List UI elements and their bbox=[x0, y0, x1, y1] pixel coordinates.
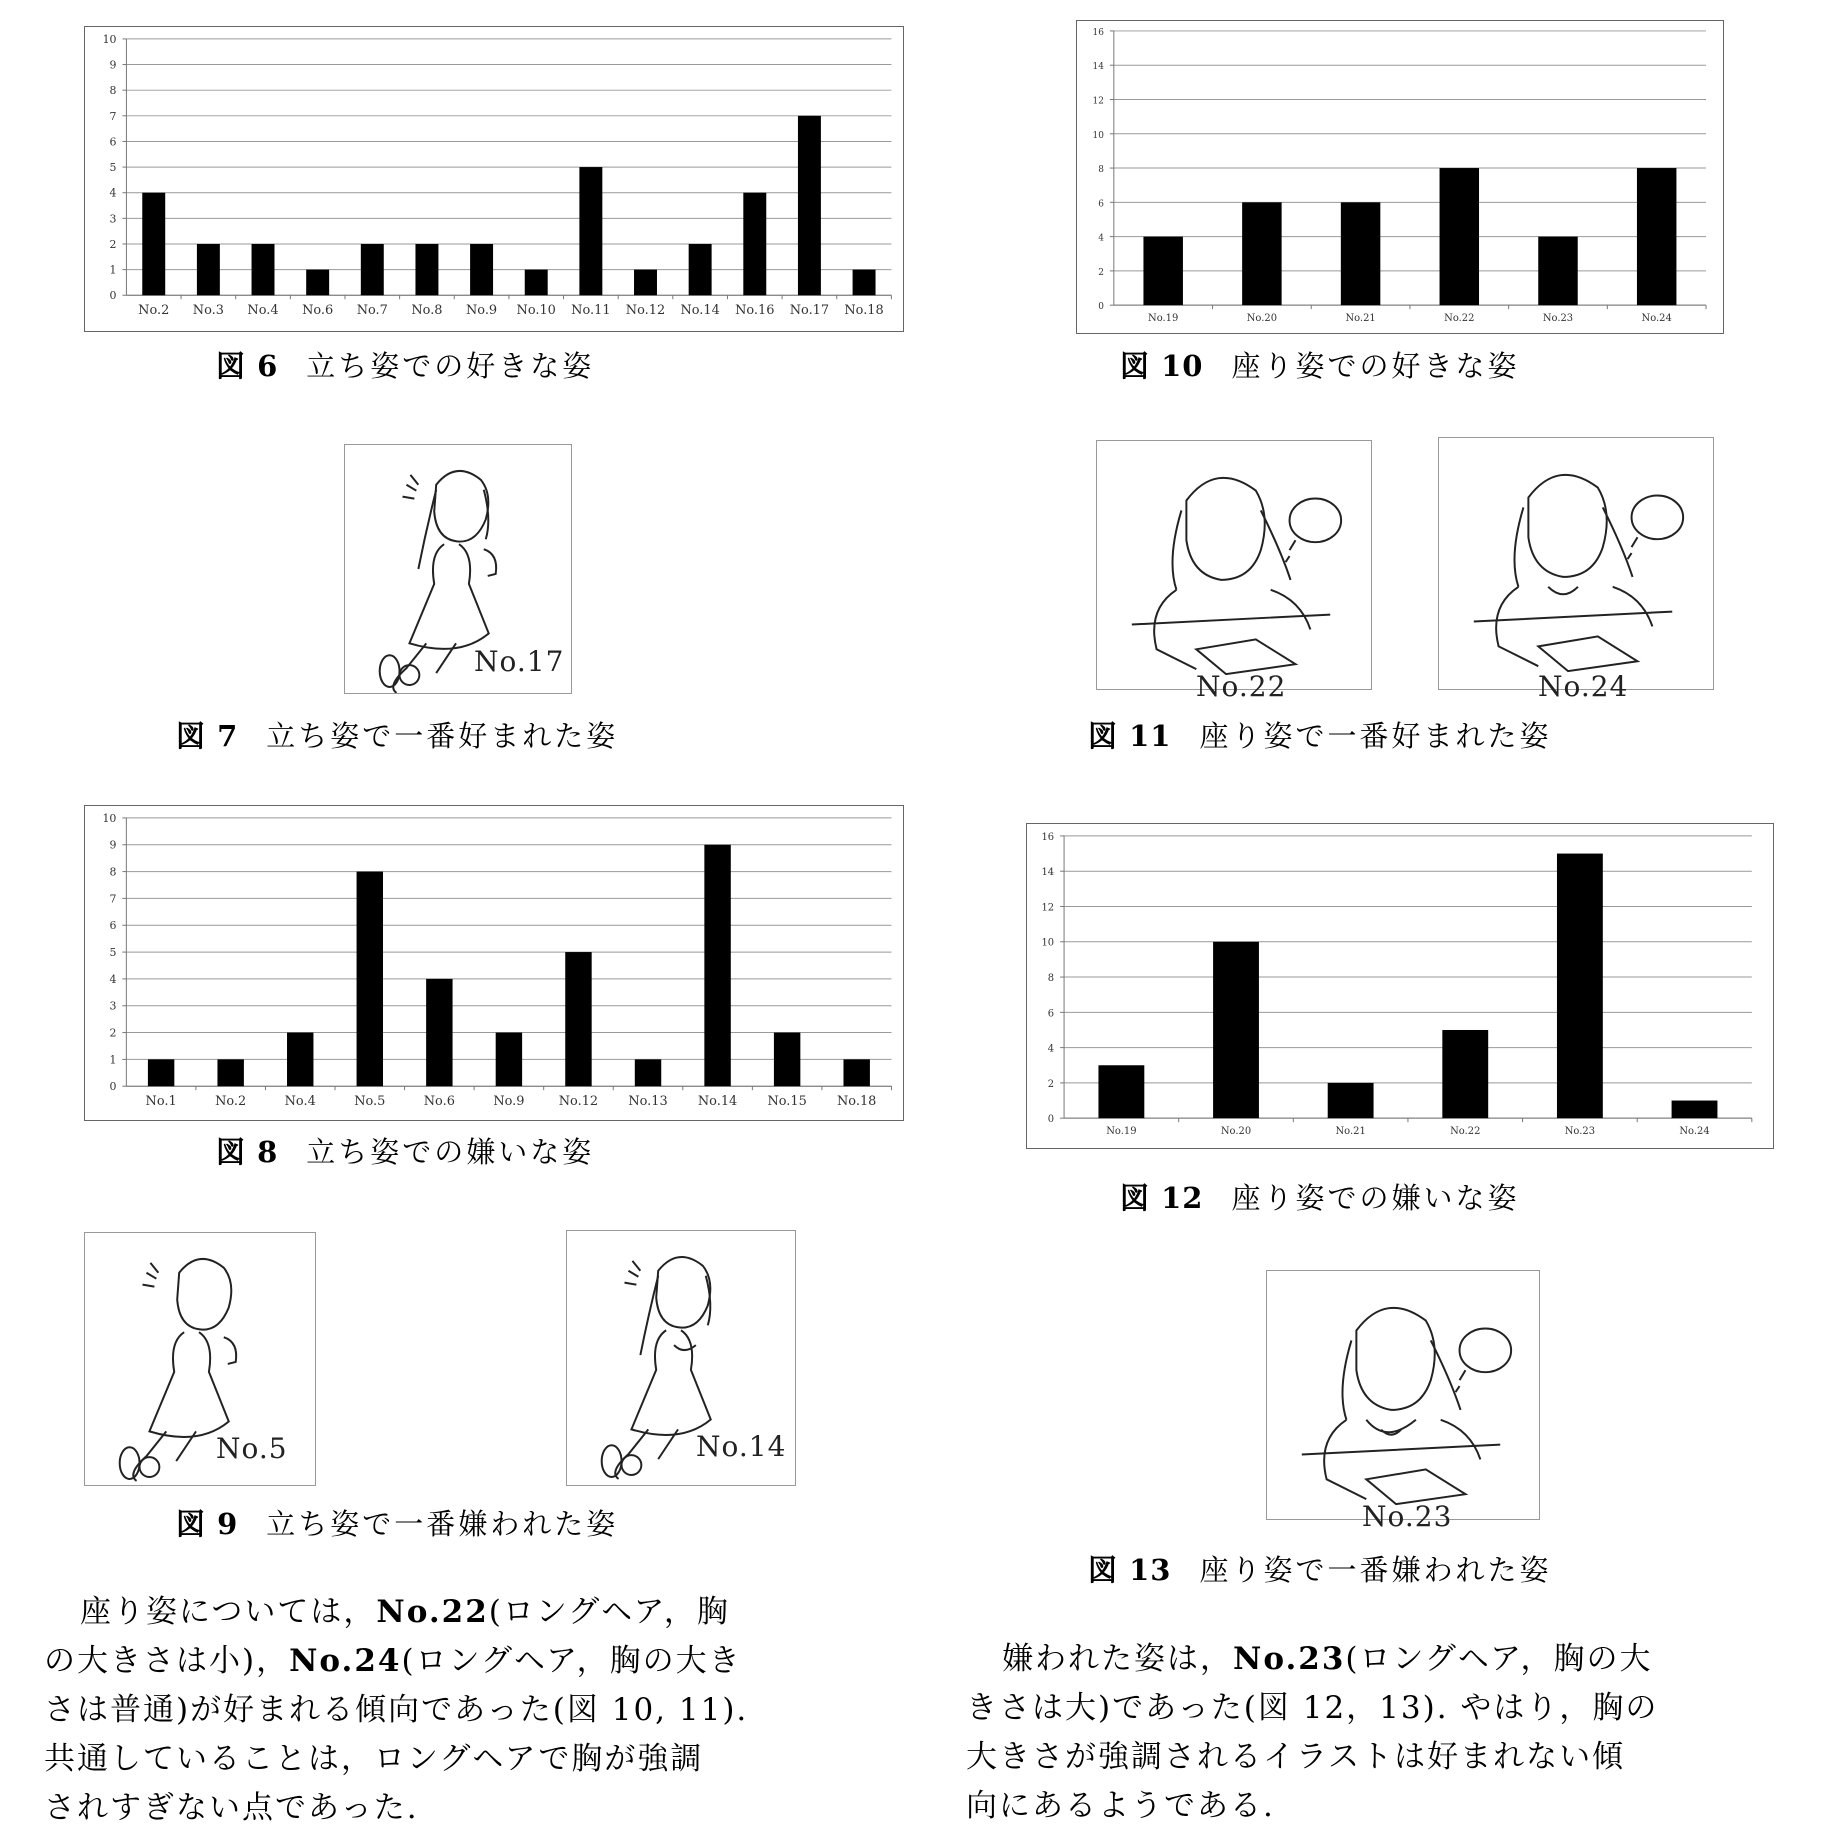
x-tick-label: No.22 bbox=[1444, 313, 1475, 325]
left-paragraph bbox=[44, 1588, 894, 1833]
x-tick-label: No.6 bbox=[423, 1094, 455, 1110]
figure-11-illustration-a bbox=[1096, 440, 1372, 690]
x-tick-label: No.4 bbox=[284, 1094, 316, 1110]
right-line-3: 大きさが強調されるイラストは好まれない傾 bbox=[966, 1739, 1626, 1775]
figure-8-number: 図 8 bbox=[216, 1135, 279, 1169]
bar bbox=[470, 244, 493, 295]
figure-7-title: 立ち姿で一番好まれた姿 bbox=[266, 719, 619, 753]
y-tick-label: 3 bbox=[109, 999, 117, 1013]
figure-7-number: 図 7 bbox=[176, 719, 239, 753]
x-tick-label: No.4 bbox=[247, 303, 279, 319]
x-tick-label: No.6 bbox=[302, 303, 334, 319]
y-tick-label: 8 bbox=[109, 865, 117, 879]
y-tick-label: 14 bbox=[1092, 62, 1104, 73]
y-tick-label: 8 bbox=[1047, 973, 1055, 985]
bar bbox=[1242, 202, 1281, 305]
bar bbox=[525, 270, 548, 296]
x-tick-label: No.21 bbox=[1335, 1126, 1366, 1138]
x-tick-label: No.9 bbox=[466, 303, 498, 319]
x-tick-label: No.9 bbox=[493, 1094, 525, 1110]
x-tick-label: No.10 bbox=[516, 303, 556, 319]
figure-10-caption bbox=[1120, 344, 1519, 385]
y-tick-label: 5 bbox=[109, 161, 117, 175]
figure-8-svg bbox=[85, 806, 903, 1120]
figure-6-chart bbox=[84, 26, 904, 332]
figure-8-title: 立ち姿での嫌いな姿 bbox=[306, 1135, 595, 1169]
y-tick-label: 9 bbox=[109, 838, 117, 852]
figure-11-caption bbox=[1088, 714, 1551, 755]
figure-13-illustration bbox=[1266, 1270, 1540, 1520]
y-tick-label: 0 bbox=[109, 289, 117, 303]
bar bbox=[579, 167, 602, 295]
y-tick-label: 7 bbox=[109, 892, 117, 906]
bar bbox=[197, 244, 220, 295]
y-tick-label: 10 bbox=[1092, 130, 1104, 141]
y-tick-label: 2 bbox=[1047, 1078, 1055, 1090]
left-line-1-b: No.22 bbox=[376, 1594, 489, 1630]
bar bbox=[843, 1059, 869, 1086]
bar bbox=[853, 270, 876, 296]
bar bbox=[1538, 237, 1577, 306]
figure-13-number: 図 13 bbox=[1088, 1553, 1172, 1587]
bar bbox=[361, 244, 384, 295]
bar bbox=[1098, 1065, 1144, 1118]
y-tick-label: 3 bbox=[109, 212, 117, 226]
figure-11-label-a: No.22 bbox=[1196, 670, 1287, 703]
y-tick-label: 6 bbox=[109, 135, 117, 149]
x-tick-label: No.18 bbox=[844, 303, 884, 319]
y-tick-label: 1 bbox=[109, 263, 117, 277]
x-tick-label: No.14 bbox=[680, 303, 720, 319]
x-tick-label: No.22 bbox=[1450, 1126, 1481, 1138]
bar bbox=[774, 1033, 800, 1087]
bar bbox=[798, 116, 821, 295]
figure-6-title: 立ち姿での好きな姿 bbox=[306, 349, 595, 383]
bar bbox=[565, 952, 591, 1086]
bar bbox=[1328, 1083, 1374, 1118]
figure-10-svg bbox=[1077, 21, 1723, 333]
x-tick-label: No.8 bbox=[411, 303, 443, 319]
left-line-2-b: No.24 bbox=[289, 1643, 402, 1679]
x-tick-label: No.20 bbox=[1246, 313, 1278, 325]
figure-9-number: 図 9 bbox=[176, 1507, 239, 1541]
x-tick-label: No.17 bbox=[789, 303, 830, 319]
figure-10-chart bbox=[1076, 20, 1724, 334]
figure-13-title: 座り姿で一番嫌われた姿 bbox=[1199, 1553, 1552, 1587]
y-tick-label: 12 bbox=[1092, 96, 1104, 107]
y-tick-label: 16 bbox=[1092, 27, 1104, 38]
bar bbox=[1440, 168, 1479, 305]
bar bbox=[415, 244, 438, 295]
x-tick-label: No.24 bbox=[1641, 313, 1672, 325]
right-line-1-b: No.23 bbox=[1233, 1641, 1346, 1677]
sitting-girl-drawing bbox=[1439, 438, 1713, 689]
figure-7-caption bbox=[176, 714, 618, 755]
y-tick-label: 0 bbox=[1098, 302, 1104, 313]
figure-11-label-b: No.24 bbox=[1538, 670, 1629, 703]
bar bbox=[496, 1033, 522, 1087]
bar bbox=[1341, 202, 1380, 305]
figure-12-chart bbox=[1026, 823, 1774, 1149]
x-tick-label: No.15 bbox=[767, 1094, 807, 1110]
bar bbox=[426, 979, 452, 1086]
bar bbox=[1442, 1030, 1488, 1118]
y-tick-label: 8 bbox=[1098, 165, 1104, 176]
bar bbox=[252, 244, 275, 295]
left-line-2 bbox=[44, 1637, 894, 1686]
right-line-1-c: (ロングヘア，胸の大 bbox=[1345, 1641, 1653, 1677]
figure-6-svg bbox=[85, 27, 903, 331]
x-tick-label: No.19 bbox=[1148, 313, 1179, 325]
left-line-1-a: 座り姿については， bbox=[80, 1594, 377, 1630]
x-tick-label: No.12 bbox=[558, 1094, 599, 1110]
figure-11-number: 図 11 bbox=[1088, 719, 1172, 753]
y-tick-label: 12 bbox=[1041, 902, 1055, 914]
bar bbox=[1213, 942, 1259, 1118]
figure-12-title: 座り姿での嫌いな姿 bbox=[1231, 1181, 1520, 1215]
x-tick-label: No.16 bbox=[735, 303, 775, 319]
figure-6-caption bbox=[216, 344, 594, 385]
y-tick-label: 4 bbox=[109, 972, 117, 986]
x-tick-label: No.20 bbox=[1220, 1126, 1252, 1138]
y-tick-label: 0 bbox=[1047, 1114, 1055, 1126]
x-tick-label: No.1 bbox=[145, 1094, 177, 1110]
bar bbox=[217, 1059, 243, 1086]
figure-7-label: No.17 bbox=[474, 645, 565, 678]
x-tick-label: No.5 bbox=[354, 1094, 386, 1110]
figure-8-chart bbox=[84, 805, 904, 1121]
bar bbox=[148, 1059, 174, 1086]
figure-8-caption bbox=[216, 1130, 594, 1171]
left-line-5: されすぎない点であった. bbox=[44, 1790, 419, 1826]
right-line-4: 向にあるようである. bbox=[966, 1788, 1275, 1824]
x-tick-label: No.23 bbox=[1564, 1126, 1596, 1138]
x-tick-label: No.24 bbox=[1679, 1126, 1710, 1138]
bar bbox=[287, 1033, 313, 1087]
figure-10-number: 図 10 bbox=[1120, 349, 1204, 383]
figure-9-caption bbox=[176, 1502, 618, 1543]
figure-11-title: 座り姿で一番好まれた姿 bbox=[1199, 719, 1552, 753]
left-line-4: 共通していることは，ロングヘアで胸が強調 bbox=[44, 1741, 704, 1777]
bar bbox=[1557, 854, 1603, 1119]
y-tick-label: 6 bbox=[109, 919, 117, 933]
y-tick-label: 4 bbox=[109, 186, 117, 200]
y-tick-label: 16 bbox=[1041, 831, 1055, 843]
right-paragraph bbox=[966, 1635, 1796, 1831]
bar bbox=[704, 845, 730, 1086]
x-tick-label: No.2 bbox=[138, 303, 170, 319]
x-tick-label: No.11 bbox=[571, 303, 611, 319]
figure-12-caption bbox=[1120, 1176, 1519, 1217]
x-tick-label: No.21 bbox=[1345, 313, 1376, 325]
bar bbox=[634, 270, 657, 296]
y-tick-label: 4 bbox=[1047, 1043, 1055, 1055]
y-tick-label: 1 bbox=[109, 1053, 117, 1067]
y-tick-label: 10 bbox=[102, 811, 117, 825]
left-line-2-c: (ロングヘア，胸の大き bbox=[401, 1643, 742, 1679]
left-line-2-a: の大きさは小)， bbox=[44, 1643, 290, 1679]
y-tick-label: 0 bbox=[109, 1080, 117, 1094]
y-tick-label: 4 bbox=[1098, 233, 1104, 244]
sitting-girl-drawing bbox=[1267, 1271, 1539, 1519]
y-tick-label: 10 bbox=[102, 32, 117, 46]
x-tick-label: No.12 bbox=[625, 303, 666, 319]
figure-6-number: 図 6 bbox=[216, 349, 279, 383]
x-tick-label: No.19 bbox=[1106, 1126, 1137, 1138]
figure-12-svg bbox=[1027, 824, 1773, 1148]
bar bbox=[635, 1059, 661, 1086]
left-line-1-c: (ロングヘア，胸 bbox=[488, 1594, 730, 1630]
bar bbox=[1143, 237, 1182, 306]
y-tick-label: 6 bbox=[1047, 1008, 1055, 1020]
figure-10-title: 座り姿での好きな姿 bbox=[1231, 349, 1520, 383]
bar bbox=[1672, 1101, 1718, 1119]
x-tick-label: No.7 bbox=[356, 303, 388, 319]
figure-13-label: No.23 bbox=[1362, 1500, 1453, 1533]
bar bbox=[689, 244, 712, 295]
x-tick-label: No.2 bbox=[215, 1094, 247, 1110]
bar bbox=[142, 193, 165, 296]
left-line-1 bbox=[44, 1588, 894, 1637]
x-tick-label: No.14 bbox=[697, 1094, 738, 1110]
y-tick-label: 14 bbox=[1041, 867, 1055, 879]
x-tick-label: No.3 bbox=[192, 303, 224, 319]
bar bbox=[306, 270, 329, 296]
right-line-1-a: 嫌われた姿は， bbox=[1002, 1641, 1233, 1677]
x-tick-label: No.13 bbox=[628, 1094, 668, 1110]
y-tick-label: 2 bbox=[109, 237, 117, 251]
bar bbox=[357, 872, 383, 1087]
y-tick-label: 9 bbox=[109, 58, 117, 72]
y-tick-label: 7 bbox=[109, 109, 117, 123]
figure-11-illustration-b bbox=[1438, 437, 1714, 690]
x-tick-label: No.23 bbox=[1542, 313, 1574, 325]
right-line-1 bbox=[966, 1635, 1796, 1684]
figure-9-label-a: No.5 bbox=[216, 1432, 288, 1465]
figure-13-caption bbox=[1088, 1548, 1551, 1589]
bar bbox=[1637, 168, 1676, 305]
figure-9-title: 立ち姿で一番嫌われた姿 bbox=[266, 1507, 619, 1541]
y-tick-label: 2 bbox=[109, 1026, 117, 1040]
y-tick-label: 10 bbox=[1041, 937, 1055, 949]
right-line-2: きさは大)であった(図 12，13). やはり，胸の bbox=[966, 1690, 1659, 1726]
bar bbox=[743, 193, 766, 296]
x-tick-label: No.18 bbox=[837, 1094, 877, 1110]
figure-9-label-b: No.14 bbox=[696, 1430, 787, 1463]
figure-12-number: 図 12 bbox=[1120, 1181, 1204, 1215]
y-tick-label: 6 bbox=[1098, 199, 1104, 210]
y-tick-label: 5 bbox=[109, 946, 117, 960]
left-line-3: さは普通)が好まれる傾向であった(図 10, 11). bbox=[44, 1692, 749, 1728]
sitting-girl-drawing bbox=[1097, 441, 1371, 689]
y-tick-label: 2 bbox=[1098, 267, 1104, 278]
y-tick-label: 8 bbox=[109, 84, 117, 98]
